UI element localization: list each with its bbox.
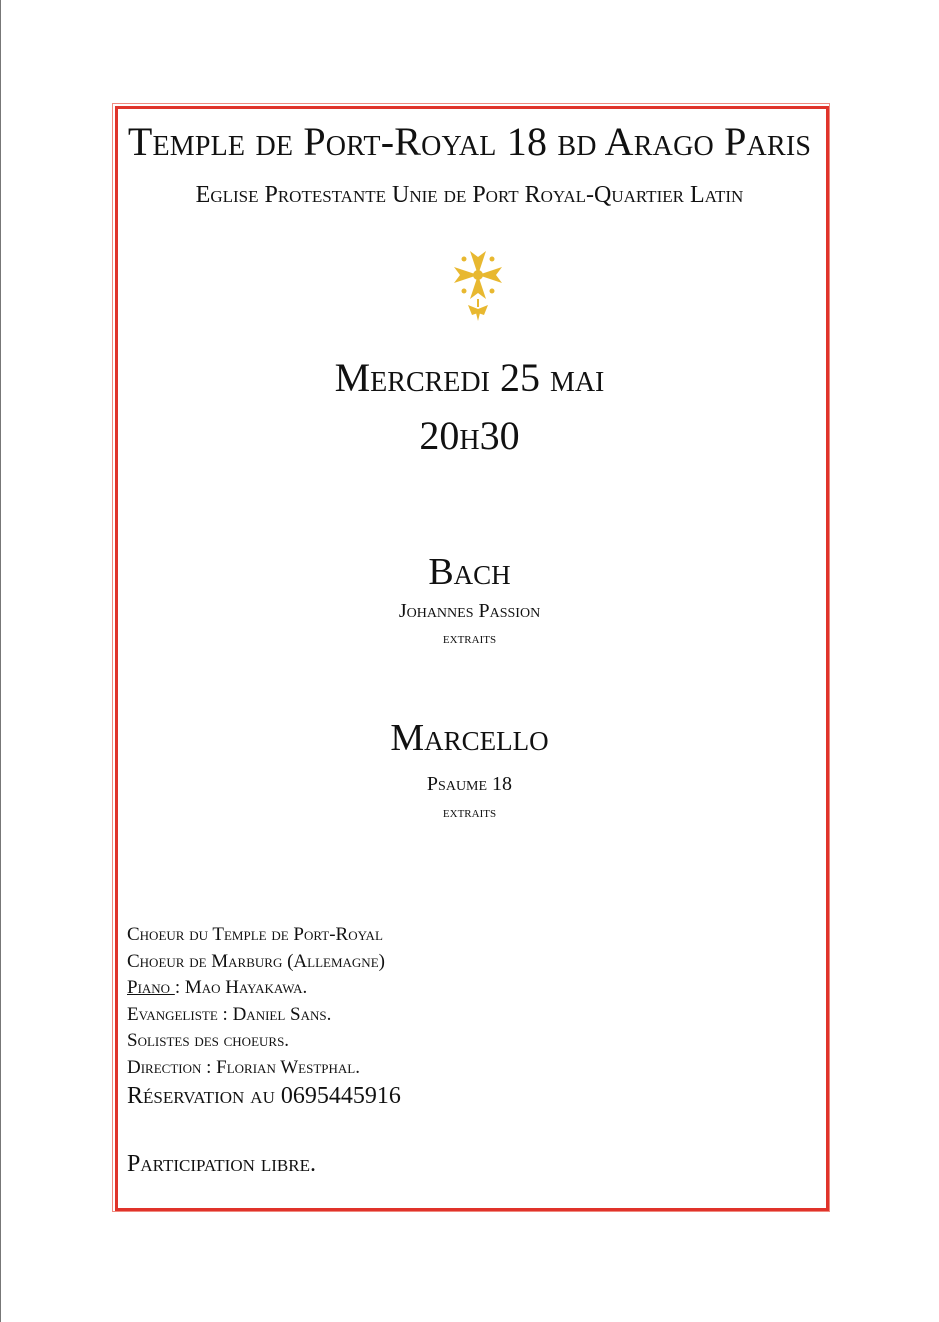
piano-value: : Mao Hayakawa. bbox=[174, 977, 308, 998]
reservation-line: Réservation au 0695445916 bbox=[127, 1083, 401, 1109]
work-note: extraits bbox=[442, 630, 497, 647]
venue-title: Temple de Port-Royal 18 bd Arago Paris bbox=[127, 119, 812, 164]
direction-credit: Direction : Florian Westphal. bbox=[127, 1056, 360, 1078]
choir-2: Choeur de Marburg (Allemagne) bbox=[127, 950, 385, 972]
participation-line: Participation libre. bbox=[127, 1151, 316, 1177]
choir-1: Choeur du Temple de Port-Royal bbox=[127, 924, 383, 945]
composer-bach: Bach bbox=[428, 551, 511, 593]
soloists-credit: Solistes des choeurs. bbox=[127, 1030, 290, 1051]
event-date: Mercredi 25 mai bbox=[334, 355, 605, 400]
church-subtitle: Eglise Protestante Unie de Port Royal-Quartier Latin bbox=[195, 182, 744, 208]
huguenot-cross-icon bbox=[448, 245, 508, 325]
work-note: extraits bbox=[442, 804, 497, 821]
piano-credit bbox=[127, 975, 401, 1002]
work-psaume-18: Psaume 18 bbox=[426, 773, 513, 795]
evangelist-credit: Evangeliste : Daniel Sans. bbox=[127, 1003, 332, 1025]
credits-block bbox=[127, 922, 401, 1179]
piano-label: Piano bbox=[127, 977, 175, 998]
work-johannes-passion: Johannes Passion bbox=[398, 600, 541, 622]
composer-marcello: Marcello bbox=[390, 717, 549, 759]
event-time: 20h30 bbox=[419, 413, 520, 458]
